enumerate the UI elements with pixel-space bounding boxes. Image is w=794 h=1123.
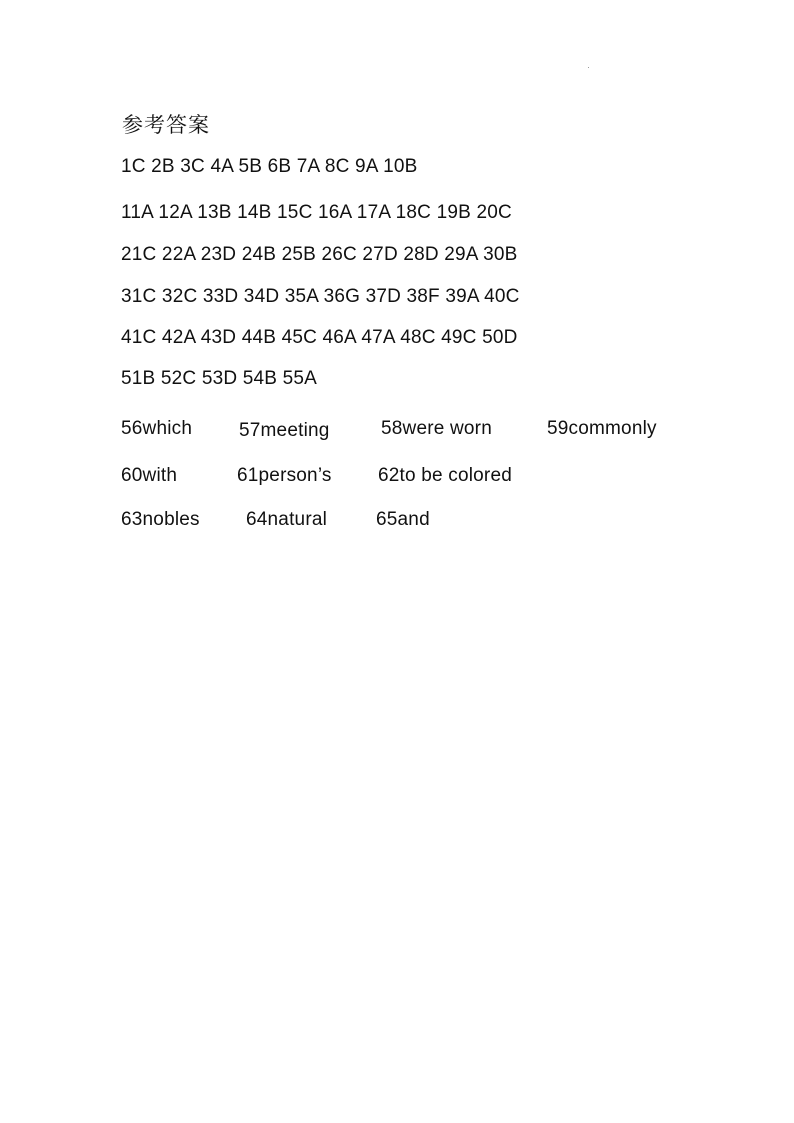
answer-key-title: 参考答案 [122,113,210,137]
fill-answer-61: 61person’s [237,465,332,486]
fill-answer-56: 56which [121,418,193,439]
fill-answer-59: 59commonly [547,418,657,439]
fill-answer-63: 63nobles [121,509,200,530]
answer-row-1-10: 1C 2B 3C 4A 5B 6B 7A 8C 9A 10B [121,156,418,177]
answer-row-21-30: 21C 22A 23D 24B 25B 26C 27D 28D 29A 30B [121,244,518,265]
fill-answer-57: 57meeting [239,420,330,441]
page-speck [588,67,589,68]
answer-row-41-50: 41C 42A 43D 44B 45C 46A 47A 48C 49C 50D [121,327,518,348]
answer-row-31-40: 31C 32C 33D 34D 35A 36G 37D 38F 39A 40C [121,286,520,307]
fill-answer-60: 60with [121,465,178,486]
answer-row-11-20: 11A 12A 13B 14B 15C 16A 17A 18C 19B 20C [121,202,512,223]
fill-answer-65: 65and [376,509,430,530]
answer-row-51-55: 51B 52C 53D 54B 55A [121,368,318,389]
fill-answer-58: 58were worn [381,418,492,439]
fill-answer-64: 64natural [246,509,328,530]
fill-answer-62: 62to be colored [378,465,512,486]
